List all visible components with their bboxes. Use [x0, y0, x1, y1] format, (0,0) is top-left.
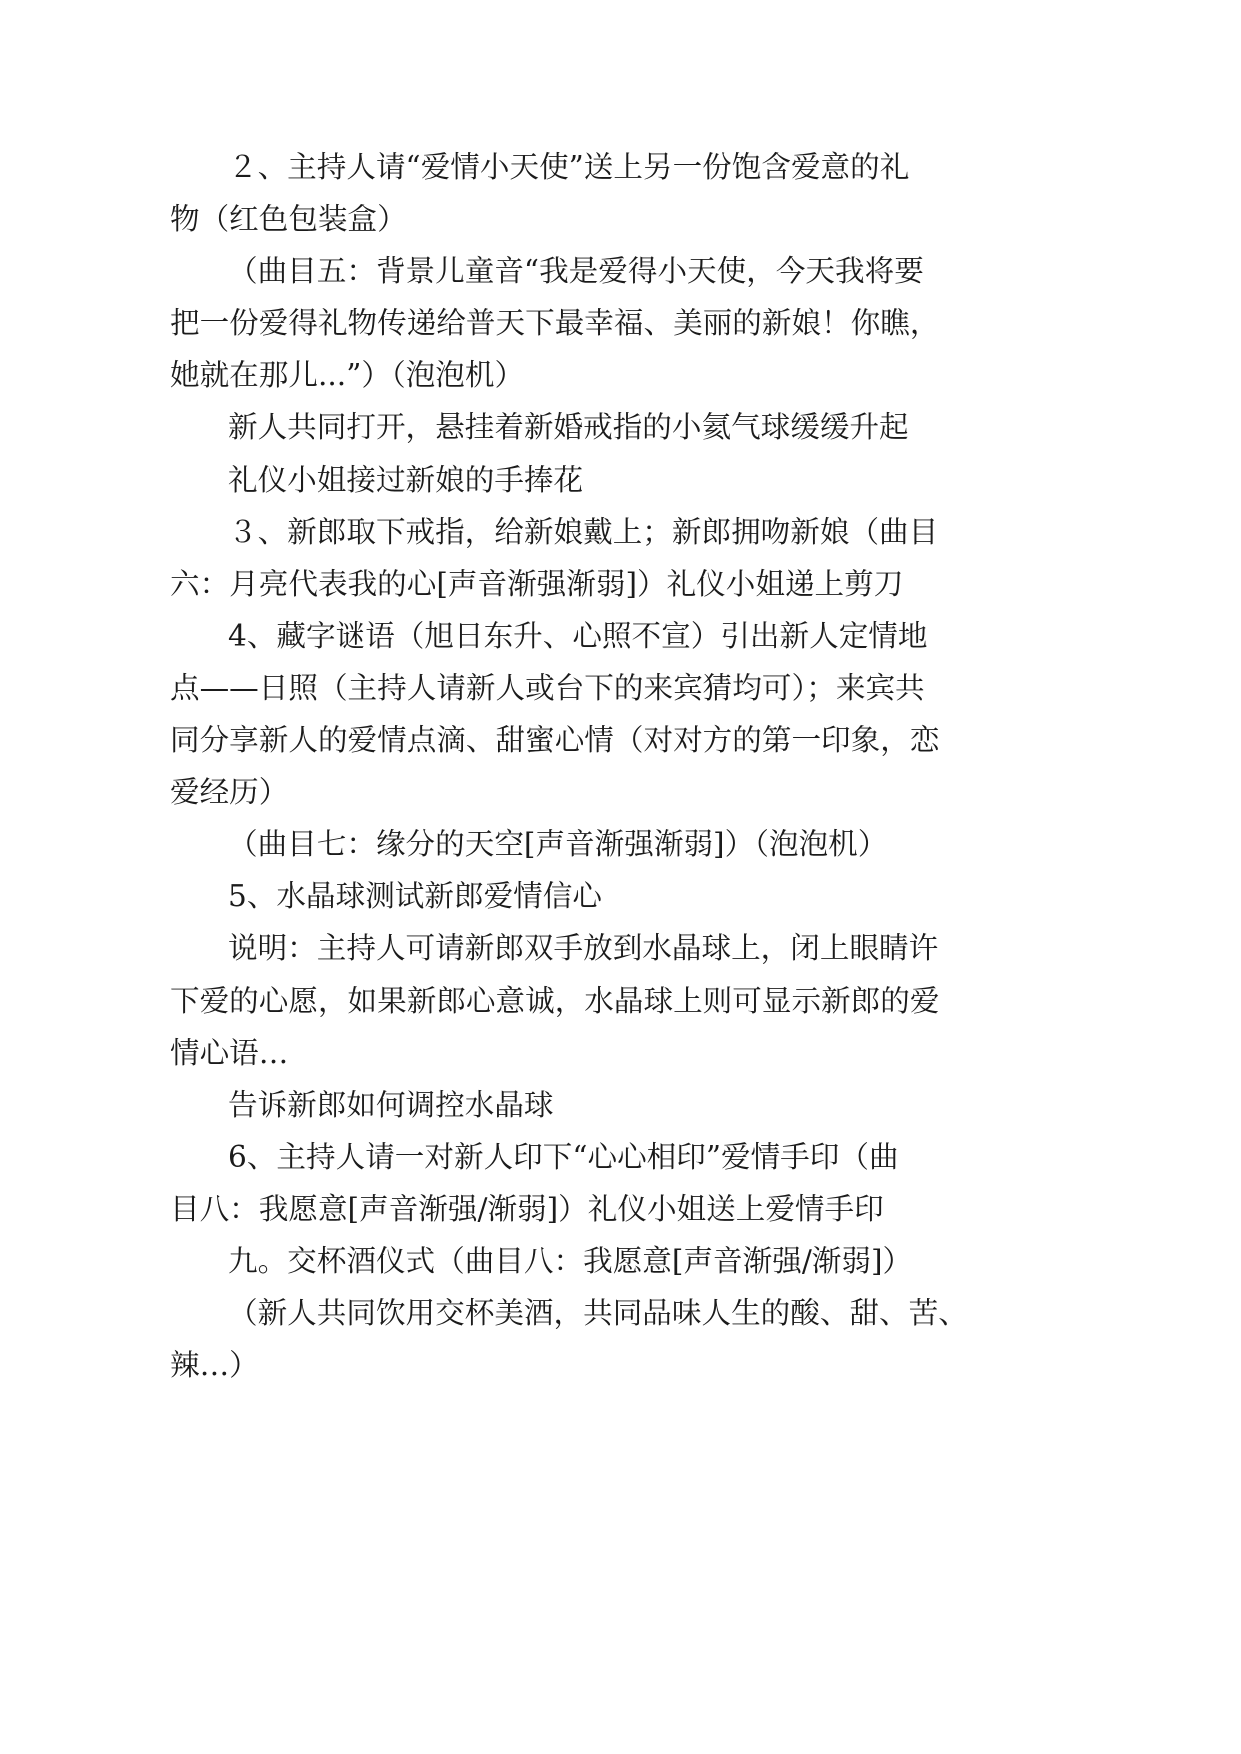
paragraph-item-6-handprint: [170, 1131, 970, 1235]
paragraph-item-4-riddle: [170, 610, 970, 818]
text-line: （新人共同饮用交杯美酒，共同品味人生的酸、甜、苦、: [228, 1296, 968, 1331]
text-line: 6、主持人请一对新人印下“心心相印”爱情手印（曲: [228, 1139, 899, 1174]
paragraph-bouquet: [170, 454, 970, 506]
text-line: 同分享新人的爱情点滴、甜蜜心情（对对方的第一印象，恋: [170, 723, 940, 758]
text-line: 4、藏字谜语（旭日东升、心照不宣）引出新人定情地: [228, 618, 928, 653]
text-line: 点——日照（主持人请新人或台下的来宾猜均可）；来宾共: [170, 670, 925, 705]
text-line: 5、水晶球测试新郎爱情信心: [228, 879, 602, 914]
paragraph-balloon: [170, 401, 970, 453]
paragraph-song-5: [170, 245, 970, 401]
text-line: 六：月亮代表我的心[声音渐强渐弱]）礼仪小姐递上剪刀: [170, 566, 904, 601]
document-body: [170, 141, 970, 1391]
paragraph-song-7: [170, 818, 970, 870]
text-line: 九。交杯酒仪式（曲目八：我愿意[声音渐强/渐弱]）: [228, 1243, 913, 1278]
text-line: 辣…）: [170, 1348, 259, 1383]
text-line: 情心语…: [170, 1035, 289, 1070]
text-line: 把一份爱得礼物传递给普天下最幸福、美丽的新娘！你瞧，: [170, 306, 940, 341]
paragraph-wine-note: [170, 1287, 970, 1391]
text-line: 物（红色包装盒）: [170, 202, 407, 237]
text-line: 告诉新郎如何调控水晶球: [228, 1087, 554, 1122]
paragraph-item-2-gift: [170, 141, 970, 245]
text-line: （曲目七：缘分的天空[声音渐强渐弱]）（泡泡机）: [228, 827, 888, 862]
text-line: 爱经历）: [170, 775, 289, 810]
text-line: （曲目五：背景儿童音“我是爱得小天使，今天我将要: [228, 254, 924, 289]
text-line: 说明：主持人可请新郎双手放到水晶球上，闭上眼睛许: [228, 931, 939, 966]
text-line: 目八：我愿意[声音渐强/渐弱]）礼仪小姐送上爱情手印: [170, 1191, 884, 1226]
text-line: 新人共同打开，悬挂着新婚戒指的小氦气球缓缓升起: [228, 410, 909, 445]
paragraph-item-5-crystal-ball: [170, 870, 970, 922]
text-line: 礼仪小姐接过新娘的手捧花: [228, 462, 584, 497]
paragraph-explanation: [170, 922, 970, 1078]
paragraph-section-9-wine: [170, 1235, 970, 1287]
text-line: 她就在那儿...”）（泡泡机）: [170, 358, 525, 393]
text-line: 下爱的心愿，如果新郎心意诚，水晶球上则可显示新郎的爱: [170, 983, 940, 1018]
text-line: ２、主持人请“爱情小天使”送上另一份饱含爱意的礼: [228, 150, 910, 184]
text-line: ３、新郎取下戒指，给新娘戴上；新郎拥吻新娘（曲目: [228, 514, 939, 549]
paragraph-item-3-ring: [170, 506, 970, 610]
paragraph-crystal-ball-control: [170, 1079, 970, 1131]
